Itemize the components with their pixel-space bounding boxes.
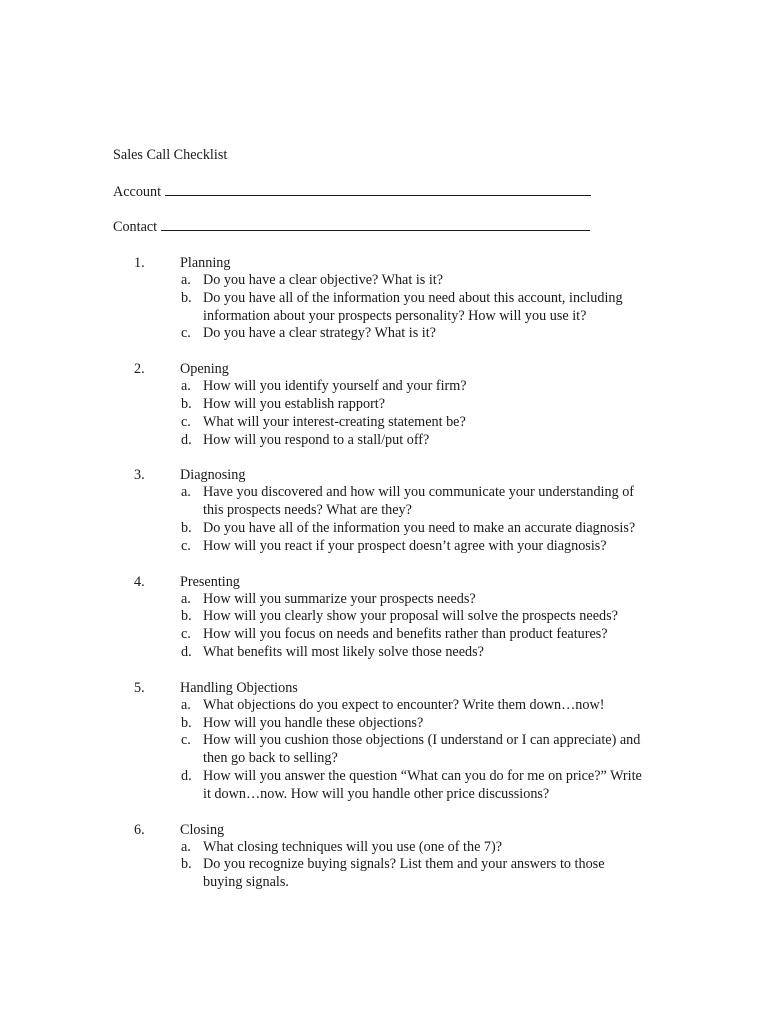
question-text: Do you have a clear objective? What is it? — [203, 272, 444, 288]
question-item — [0, 608, 643, 626]
question-text: Do you have a clear strategy? What is it? — [203, 325, 436, 342]
section-title: Handling Objections — [180, 679, 298, 696]
question-text: How will you cushion those objections (I understand or I can appreciate) and then go back to selling? — [203, 732, 641, 767]
question-text: What benefits will most likely solve those needs? — [203, 643, 484, 660]
question-text: Do you have all of the information you need to make an accurate diagnosis? — [203, 519, 636, 536]
checklist-section — [0, 573, 768, 662]
question-letter: a. — [181, 484, 191, 501]
question-item — [0, 484, 643, 520]
question-letter: a. — [181, 696, 191, 713]
question-item — [0, 839, 643, 857]
question-item — [0, 378, 643, 396]
section-heading — [0, 466, 768, 484]
contact-field[interactable] — [113, 217, 590, 236]
section-question-list — [0, 591, 768, 662]
question-item — [0, 414, 643, 432]
section-title: Closing — [180, 821, 225, 838]
checklist-sections — [0, 254, 768, 909]
checklist-section — [0, 254, 768, 343]
section-question-list — [0, 484, 768, 555]
question-letter: d. — [181, 431, 192, 448]
question-item — [0, 325, 643, 343]
question-item — [0, 520, 643, 538]
question-text: What objections do you expect to encounter? Write them down…now! — [203, 696, 605, 713]
question-letter: b. — [181, 714, 192, 731]
section-question-list — [0, 697, 768, 804]
question-item — [0, 697, 643, 715]
section-title: Opening — [180, 361, 229, 378]
question-item — [0, 856, 643, 892]
section-number: 4. — [134, 573, 145, 590]
contact-label: Contact — [113, 219, 158, 235]
question-item — [0, 732, 643, 768]
question-text: How will you identify yourself and your firm? — [203, 378, 467, 395]
contact-blank-line[interactable] — [161, 217, 590, 231]
question-letter: b. — [181, 395, 192, 412]
checklist-section — [0, 679, 768, 804]
question-letter: a. — [181, 838, 191, 855]
question-text: What will your interest-creating statement be? — [203, 413, 466, 430]
section-heading — [0, 254, 768, 272]
question-letter: b. — [181, 289, 192, 306]
question-text: How will you focus on needs and benefits rather than product features? — [203, 626, 608, 643]
checklist-section — [0, 360, 768, 449]
question-item — [0, 644, 643, 662]
section-title: Diagnosing — [180, 467, 246, 484]
question-text: What closing techniques will you use (one of the 7)? — [203, 838, 503, 855]
section-number: 3. — [134, 467, 145, 484]
question-text: How will you summarize your prospects needs? — [203, 590, 476, 607]
question-letter: c. — [181, 626, 191, 643]
question-text: How will you respond to a stall/put off? — [203, 431, 430, 448]
question-item — [0, 591, 643, 609]
section-number: 5. — [134, 679, 145, 696]
question-item — [0, 272, 643, 290]
question-letter: a. — [181, 590, 191, 607]
checklist-section — [0, 821, 768, 892]
question-text: How will you answer the question “What can you do for me on price?” Write it down…now. How will you handle other price discussions? — [203, 767, 642, 802]
section-number: 1. — [134, 255, 145, 271]
checklist-section — [0, 466, 768, 555]
document-title: Sales Call Checklist — [113, 147, 228, 163]
question-item — [0, 396, 643, 414]
question-text: How will you clearly show your proposal will solve the prospects needs? — [203, 608, 618, 625]
question-text: Have you discovered and how will you communicate your understanding of this prospects needs? What are they? — [203, 484, 635, 519]
account-blank-line[interactable] — [165, 182, 591, 196]
section-question-list — [0, 839, 768, 892]
section-title: Presenting — [180, 573, 240, 590]
section-number: 2. — [134, 361, 145, 378]
question-item — [0, 538, 643, 556]
account-label: Account — [113, 184, 162, 200]
section-heading — [0, 573, 768, 591]
question-text: How will you establish rapport? — [203, 395, 386, 412]
question-letter: b. — [181, 608, 192, 625]
question-text: How will you handle these objections? — [203, 714, 424, 731]
section-question-list — [0, 378, 768, 449]
question-letter: c. — [181, 537, 191, 554]
section-title: Planning — [180, 255, 231, 271]
question-letter: a. — [181, 378, 191, 395]
question-item — [0, 768, 643, 804]
question-item — [0, 290, 643, 326]
question-letter: c. — [181, 732, 191, 749]
question-letter: c. — [181, 325, 191, 342]
section-heading — [0, 679, 768, 697]
question-item — [0, 626, 643, 644]
question-item — [0, 715, 643, 733]
question-text: Do you recognize buying signals? List them and your answers to those buying signals. — [203, 856, 605, 891]
section-heading — [0, 821, 768, 839]
question-letter: a. — [181, 272, 191, 288]
section-number: 6. — [134, 821, 145, 838]
question-letter: b. — [181, 519, 192, 536]
question-letter: d. — [181, 643, 192, 660]
account-field[interactable] — [113, 182, 591, 201]
question-text: How will you react if your prospect doesn’t agree with your diagnosis? — [203, 537, 607, 554]
question-letter: d. — [181, 767, 192, 784]
question-item — [0, 432, 643, 450]
question-letter: c. — [181, 413, 191, 430]
section-question-list — [0, 272, 768, 343]
section-heading — [0, 360, 768, 378]
question-letter: b. — [181, 856, 192, 873]
question-text: Do you have all of the information you need about this account, including information about your prospects personality? How will you use it? — [203, 289, 623, 324]
